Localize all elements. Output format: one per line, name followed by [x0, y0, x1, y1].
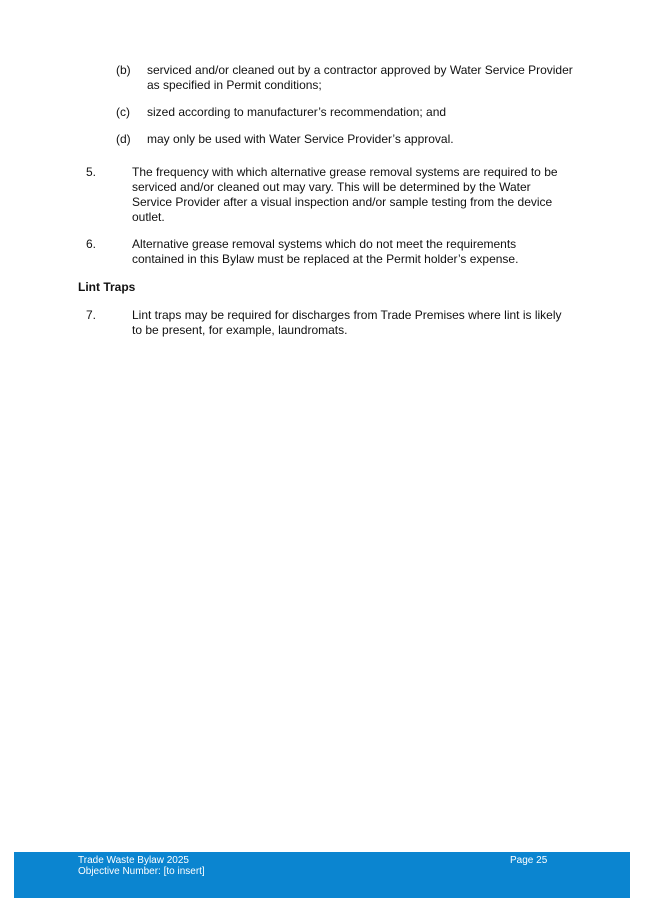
text-line: to be present, for example, laundromats.	[132, 323, 348, 337]
list-item-text	[147, 105, 587, 120]
footer-document-title: Trade Waste Bylaw 2025	[78, 855, 189, 866]
clause-number: 7.	[86, 308, 97, 322]
text-line: Alternative grease removal systems which do not meet the requirements	[132, 237, 517, 251]
list-item-label: (b)	[116, 63, 131, 77]
list-item-label: (d)	[116, 132, 131, 146]
text-line: sized according to manufacturer’s recommendation; and	[147, 105, 447, 119]
list-item-text	[147, 63, 587, 93]
list-item-label: (c)	[116, 105, 130, 119]
clause-text	[132, 308, 562, 338]
text-line: as specified in Permit conditions;	[147, 78, 322, 92]
text-line: may only be used with Water Service Provider’s approval.	[147, 132, 454, 146]
clause-number: 6.	[86, 237, 97, 251]
footer-page-number: Page 25	[510, 855, 548, 866]
text-line: serviced and/or cleaned out may vary. This will be determined by the Water	[132, 180, 531, 194]
text-line: outlet.	[132, 210, 165, 224]
footer-objective-number: Objective Number: [to insert]	[78, 866, 205, 877]
text-line: The frequency with which alternative grease removal systems are required to be	[132, 165, 558, 179]
text-line: serviced and/or cleaned out by a contractor approved by Water Service Provider	[147, 63, 573, 77]
clause-text	[132, 165, 562, 225]
text-line: contained in this Bylaw must be replaced at the Permit holder’s expense.	[132, 252, 519, 266]
text-line: Service Provider after a visual inspection and/or sample testing from the device	[132, 195, 553, 209]
list-item-text	[147, 132, 587, 147]
clause-number: 5.	[86, 165, 97, 179]
clause-text	[132, 237, 562, 267]
text-line: Lint traps may be required for discharges from Trade Premises where lint is likely	[132, 308, 562, 322]
section-heading: Lint Traps	[78, 280, 136, 294]
page-footer	[14, 852, 630, 898]
